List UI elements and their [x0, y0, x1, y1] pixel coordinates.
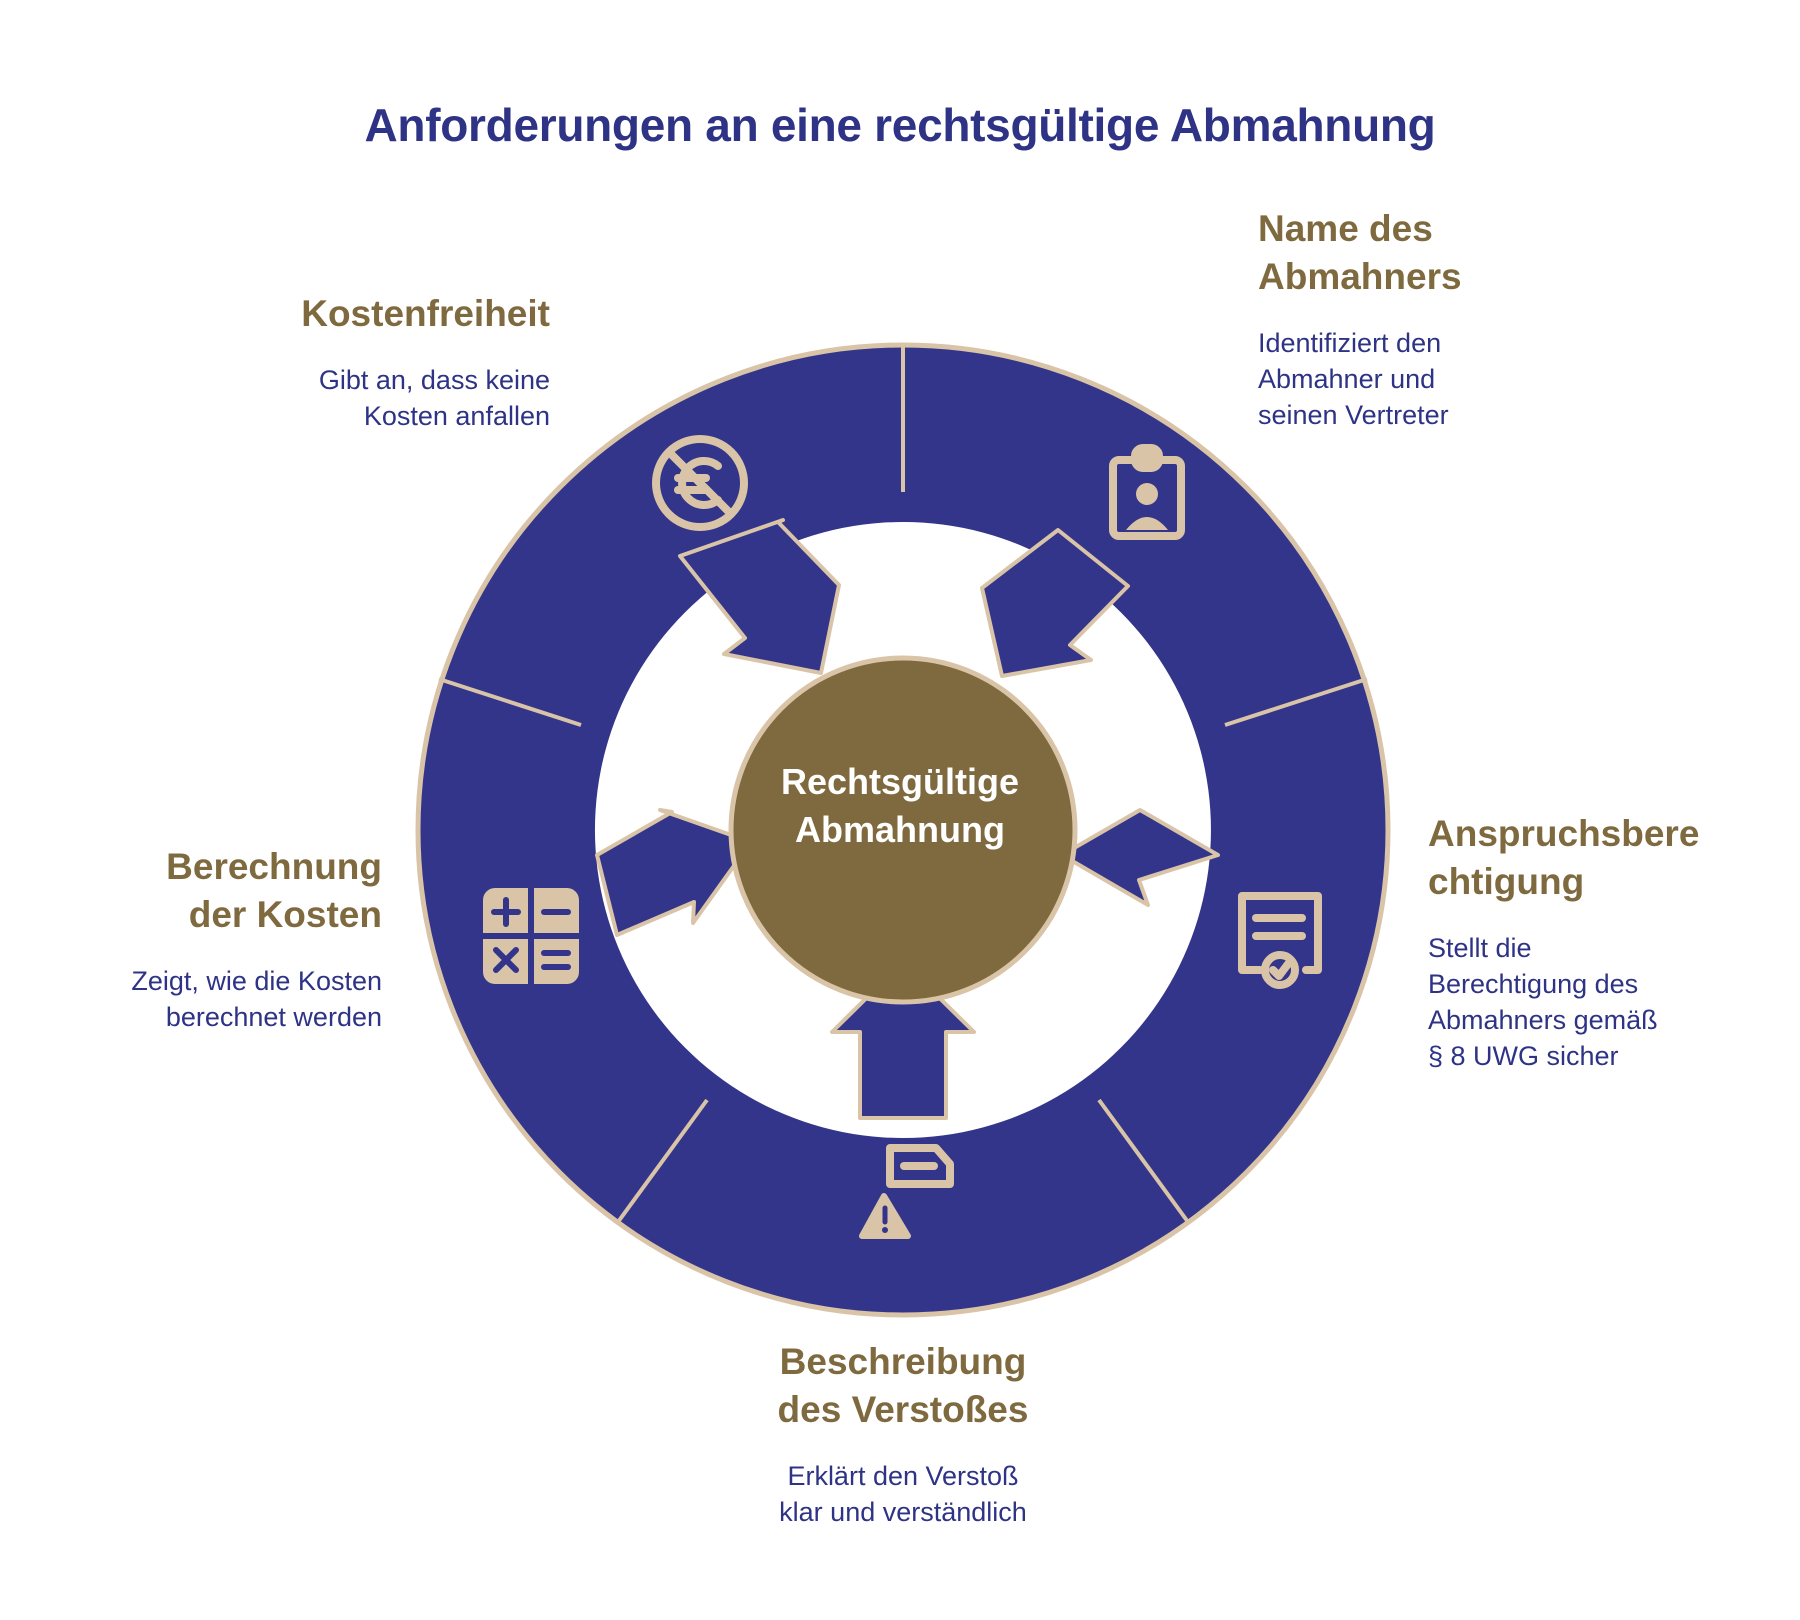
label-anspruchsberechtigung-title: Anspruchsbere chtigung: [1428, 813, 1700, 902]
center-label: [740, 758, 1060, 854]
label-name-abmahner-desc: Identifiziert den Abmahner und seinen Vertreter: [1258, 328, 1449, 430]
label-beschreibung-desc: Erklärt den Verstoß klar und verständlich: [779, 1461, 1027, 1527]
calculator-icon: [483, 888, 579, 984]
label-kostenfreiheit-title: Kostenfreiheit: [301, 293, 550, 334]
center-label-line2: Abmahnung: [795, 809, 1005, 850]
label-berechnung-title: Berechnung der Kosten: [166, 846, 382, 935]
label-anspruchsberechtigung: [1428, 810, 1758, 1074]
label-name-abmahner-title: Name des Abmahners: [1258, 208, 1462, 297]
label-kostenfreiheit-desc: Gibt an, dass keine Kosten anfallen: [318, 365, 550, 431]
label-berechnung-desc: Zeigt, wie die Kosten berechnet werden: [131, 966, 382, 1032]
label-name-abmahner: [1258, 205, 1558, 433]
label-beschreibung-title: Beschreibung des Verstoßes: [777, 1341, 1029, 1430]
label-berechnung: [60, 843, 382, 1035]
page-title: Anforderungen an eine rechtsgültige Abmahnung: [364, 99, 1436, 151]
label-kostenfreiheit: [250, 290, 550, 434]
label-beschreibung: [703, 1338, 1103, 1530]
label-anspruchsberechtigung-desc: Stellt die Berechtigung des Abmahners gemäß § 8 UWG sicher: [1428, 933, 1658, 1071]
center-label-line1: Rechtsgültige: [780, 761, 1020, 802]
